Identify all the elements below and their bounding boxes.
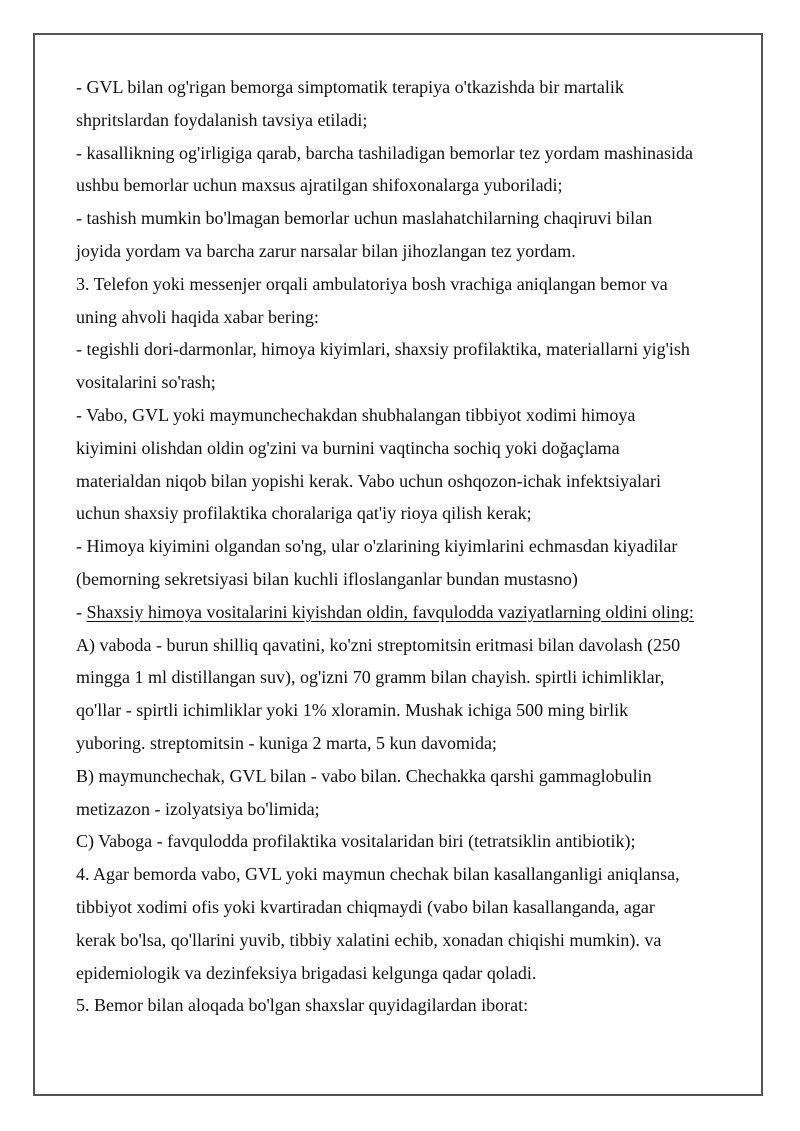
text-line: - kasallikning og'irligiga qarab, barcha tashiladigan bemorlar tez yordam mashinasida [76,142,694,163]
document-body [76,71,736,1022]
text-line: B) maymunchechak, GVL bilan - vabo bilan. Chechakka qarshi gammaglobulin [76,765,652,786]
text-line: yuboring. streptomitsin - kuniga 2 marta, 5 kun davomida; [76,732,497,753]
text-line: vositalarini so'rash; [76,372,216,393]
text-line: 4. Agar bemorda vabo, GVL yoki maymun chechak bilan kasallanganligi aniqlansa, [76,864,680,885]
text-line: - Himoya kiyimini olgandan so'ng, ular o'zlarining kiyimlarini echmasdan kiyadilar [76,536,678,557]
text-line: mingga 1 ml distillangan suv), og'izni 70 gramm bilan chayish. spirtli ichimliklar, [76,667,665,688]
text-line: tibbiyot xodimi ofis yoki kvartiradan chiqmaydi (vabo bilan kasallanganda, agar [76,896,655,917]
text-line: 5. Bemor bilan aloqada bo'lgan shaxslar quyidagilardan iborat: [76,995,529,1016]
text-line: - GVL bilan og'rigan bemorga simptomatik terapiya o'tkazishda bir martalik [76,77,624,97]
text-line: joyida yordam va barcha zarur narsalar bilan jihozlangan tez yordam. [76,240,576,261]
text-line: qo'llar - spirtli ichimliklar yoki 1% xloramin. Mushak ichiga 500 ming birlik [76,700,629,721]
text-line: uning ahvoli haqida xabar bering: [76,306,319,327]
text-line: metizazon - izolyatsiya bo'limida; [76,798,320,819]
text-line: (bemorning sekretsiyasi bilan kuchli ifloslanganlar bundan mustasno) [76,568,578,589]
text-line: materialdan niqob bilan yopishi kerak. Vabo uchun oshqozon-ichak infektsiyalari [76,470,662,491]
text-line: uchun shaxsiy profilaktika choralariga qat'iy rioya qilish kerak; [76,503,532,524]
text-line: - Vabo, GVL yoki maymunchechakdan shubhalangan tibbiyot xodimi himoya [76,404,636,425]
list-dash: - [76,601,87,622]
text-line: A) vaboda - burun shilliq qavatini, ko'zni streptomitsin eritmasi bilan davolash (250 [76,634,681,655]
text-line: epidemiologik va dezinfeksiya brigadasi kelgunga qadar qoladi. [76,962,537,983]
text-line: 3. Telefon yoki messenjer orqali ambulatoriya bosh vrachiga aniqlangan bemor va [76,273,668,294]
text-line: kerak bo'lsa, qo'llarini yuvib, tibbiy xalatini echib, xonadan chiqishi mumkin). va [76,929,662,950]
text-line: C) Vaboga - favqulodda profilaktika vositalaridan biri (tetratsiklin antibiotik); [76,831,636,852]
text-line-underlined [76,596,736,629]
text-line: - tashish mumkin bo'lmagan bemorlar uchun maslahatchilarning chaqiruvi bilan [76,208,653,229]
text-line: kiyimini olishdan oldin og'zini va burnini vaqtincha sochiq yoki doğaçlama [76,437,620,458]
text-line: - tegishli dori-darmonlar, himoya kiyimlari, shaxsiy profilaktika, materiallarni yig'ish [76,339,690,360]
underlined-heading: Shaxsiy himoya vositalarini kiyishdan oldin, favqulodda vaziyatlarning oldini oling: [86,601,694,622]
text-line: shpritslardan foydalanish tavsiya etiladi; [76,109,368,130]
text-line: ushbu bemorlar uchun maxsus ajratilgan shifoxonalarga yuboriladi; [76,175,563,196]
